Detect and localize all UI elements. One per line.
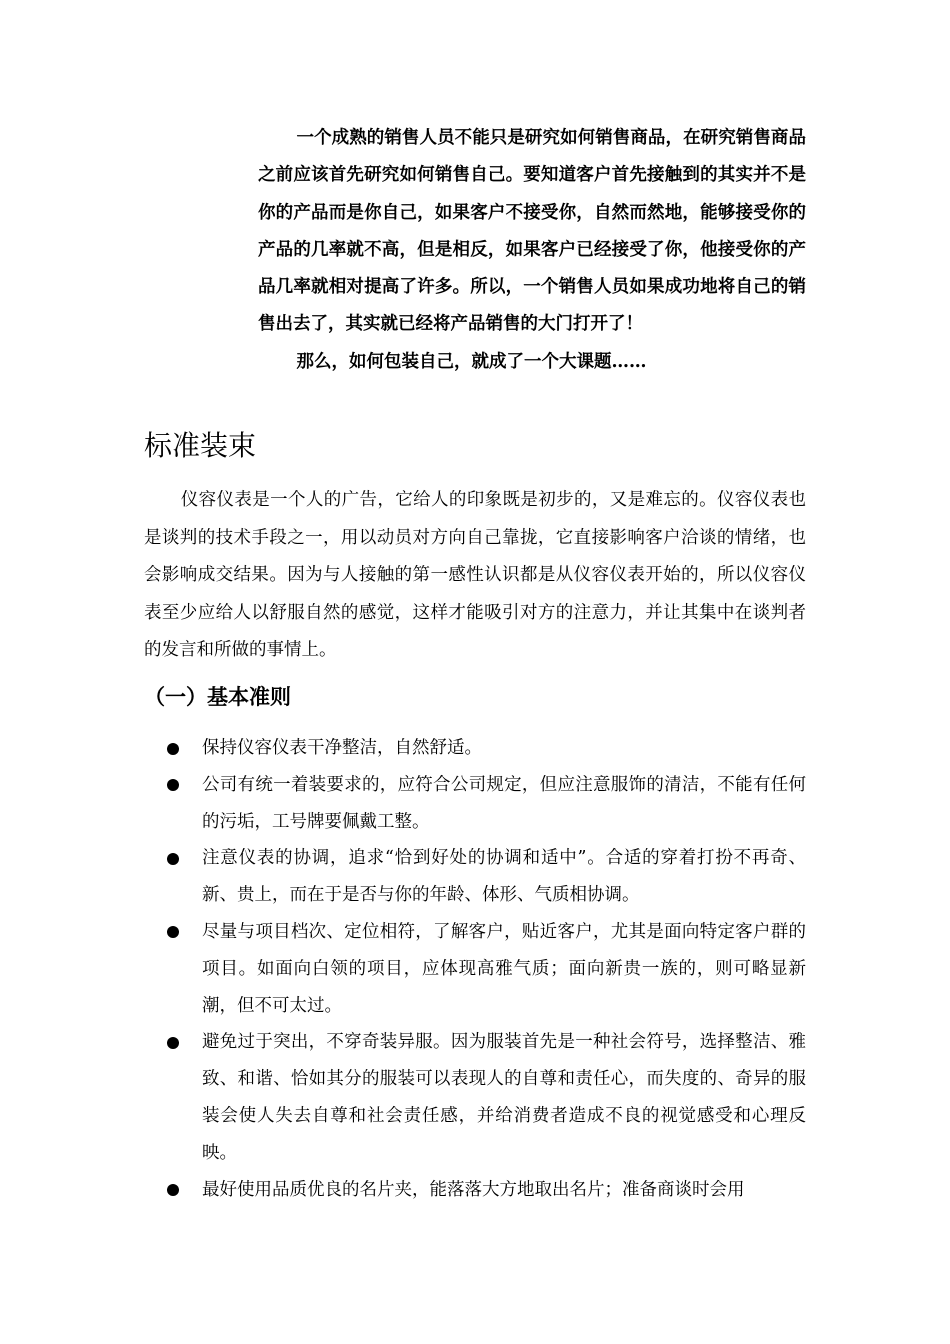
- subsection-heading: （一）基本准则: [144, 685, 291, 709]
- bullet-icon: [167, 853, 179, 865]
- list-item: [144, 840, 806, 914]
- list-item: [144, 730, 806, 767]
- principles-list: [144, 730, 806, 1208]
- bullet-icon: [167, 743, 179, 755]
- list-item-text: 公司有统一着装要求的，应符合公司规定，但应注意服饰的清洁，不能有任何的污垢，工号牌要佩戴工整。: [202, 774, 806, 832]
- list-item-text: 最好使用品质优良的名片夹，能落落大方地取出名片；准备商谈时会用: [202, 1179, 745, 1200]
- list-item: [144, 767, 806, 841]
- list-item-text: 避免过于突出，不穿奇装异服。因为服装首先是一种社会符号，选择整洁、雅致、和谐、恰如其分的服装可以表现人的自尊和责任心，而失度的、奇异的服装会使人失去自尊和社会责任感，并给消费者造成不良的视觉感受和心理反映。: [202, 1032, 806, 1163]
- list-item: [144, 914, 806, 1024]
- bullet-icon: [167, 926, 179, 938]
- list-item: [144, 1172, 806, 1209]
- list-item-text: 注意仪表的协调，追求“恰到好处的协调和适中”。合适的穿着打扮不再奇、新、贵上，而在于是否与你的年龄、体形、气质相协调。: [202, 848, 806, 906]
- list-item-text: 保持仪容仪表干净整洁，自然舒适。: [202, 738, 482, 758]
- bullet-icon: [167, 1037, 179, 1049]
- section-paragraph: 仪容仪表是一个人的广告，它给人的印象既是初步的，又是难忘的。仪容仪表也是谈判的技术手段之一，用以动员对方向自己靠拢，它直接影响客户洽谈的情绪，也会影响成交结果。因为与人接触的第一感性认识都是从仪容仪表开始的，所以仪容仪表至少应给人以舒服自然的感觉，这样才能吸引对方的注意力，并让其集中在谈判者的发言和所做的事情上。: [144, 490, 806, 661]
- list-item-text: 尽量与项目档次、定位相符，了解客户，贴近客户，尤其是面向特定客户群的项目。如面向白领的项目，应体现高雅气质；面向新贵一族的，则可略显新潮，但不可太过。: [202, 921, 806, 1016]
- intro-question: 那么，如何包装自己，就成了一个大课题……: [296, 351, 647, 372]
- list-item: [144, 1024, 806, 1171]
- bullet-icon: [167, 779, 179, 791]
- bullet-icon: [167, 1184, 179, 1196]
- intro-block: [258, 120, 806, 381]
- intro-paragraph: 一个成熟的销售人员不能只是研究如何销售商品，在研究销售商品之前应该首先研究如何销售自己。要知道客户首先接触到的其实并不是你的产品而是你自己，如果客户不接受你，自然而然地，能够接受你的产品的几率就不高，但是相反，如果客户已经接受了你，他接受你的产品几率就相对提高了许多。所以，一个销售人员如果成功地将自己的销售出去了，其实就已经将产品销售的大门打开了！: [258, 128, 806, 335]
- section-heading: 标准装束: [144, 429, 257, 462]
